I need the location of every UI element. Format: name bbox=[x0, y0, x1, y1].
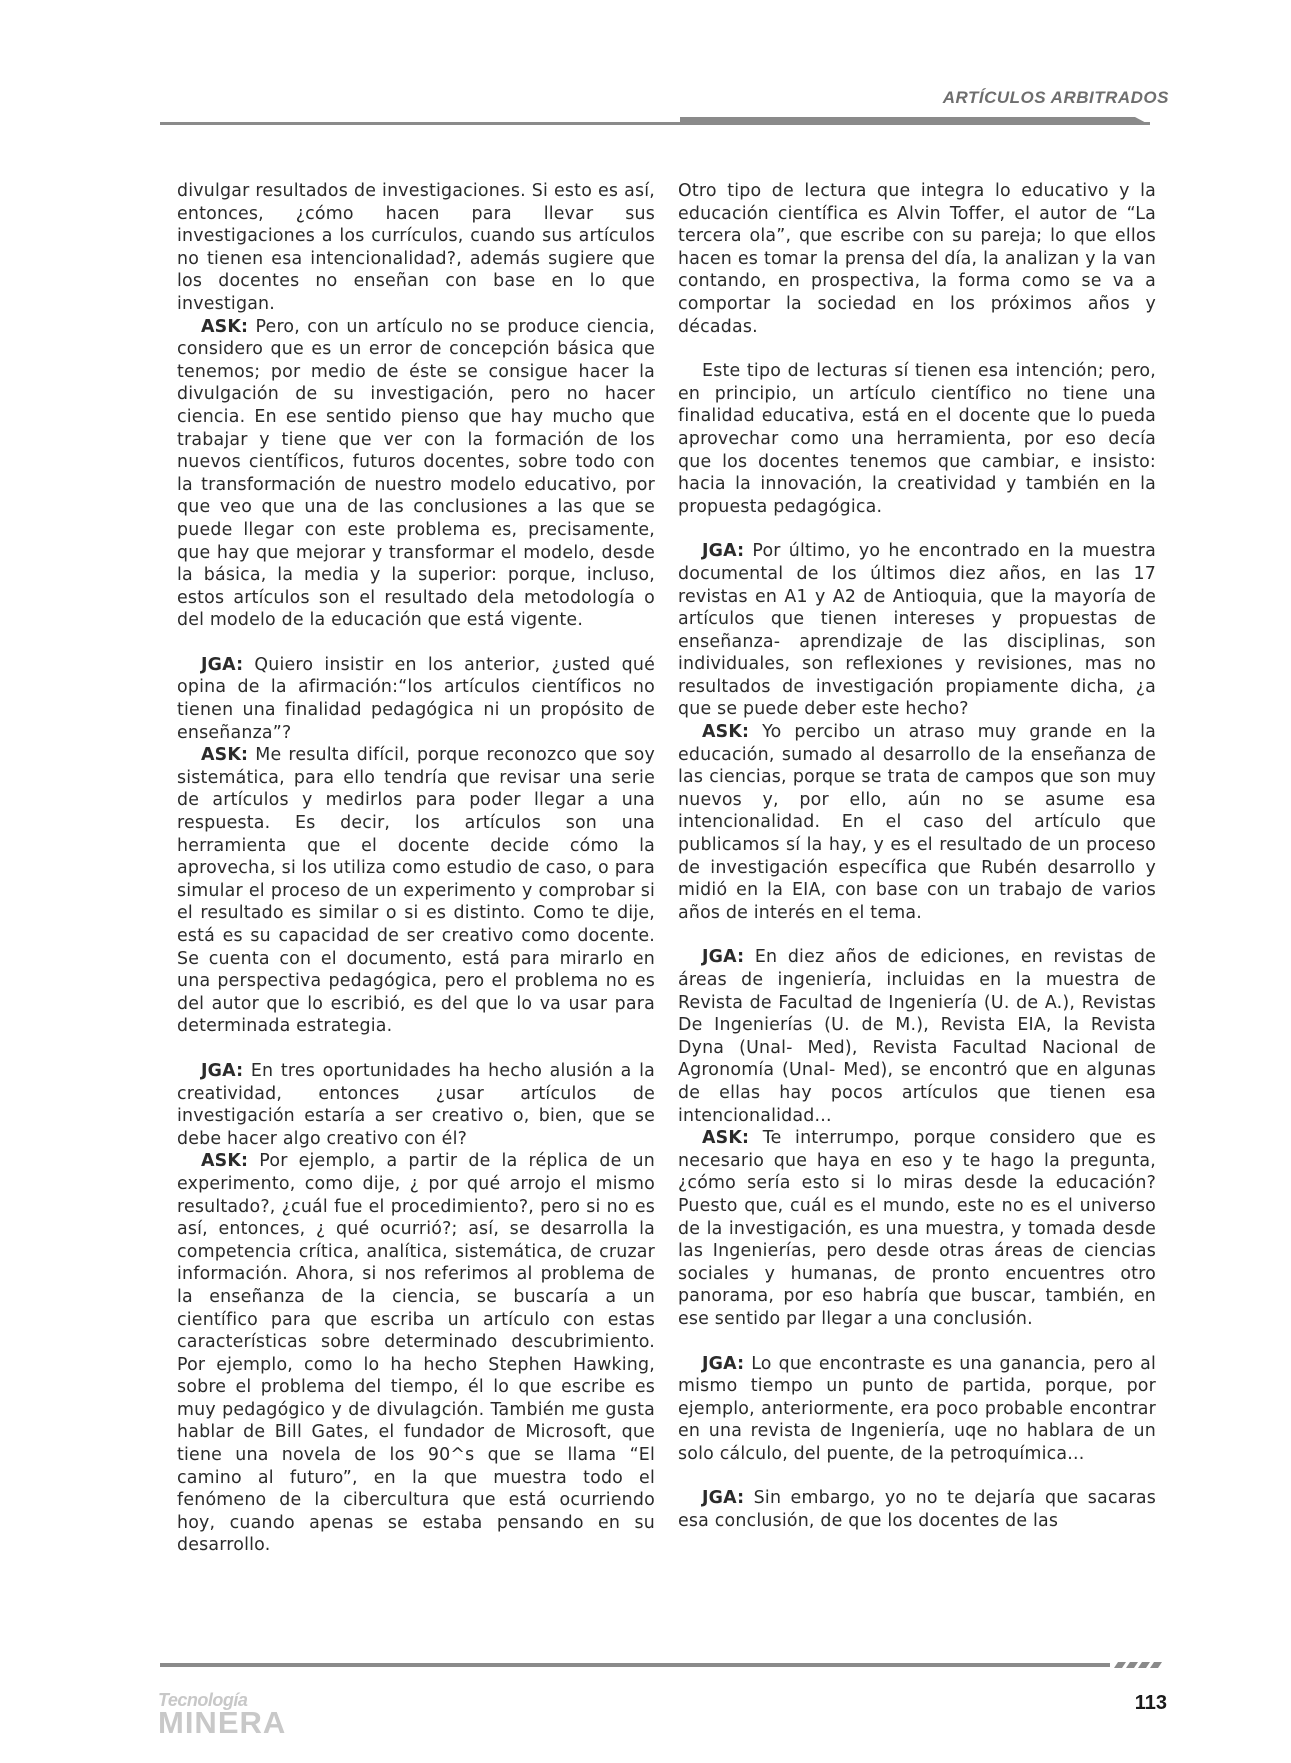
header-rule bbox=[160, 117, 1150, 127]
speaker-label: JGA: bbox=[702, 1353, 745, 1374]
speaker-label: JGA: bbox=[201, 1060, 244, 1081]
footer-rule bbox=[160, 1659, 1170, 1669]
speaker-label: JGA: bbox=[702, 1488, 745, 1509]
speaker-label: JGA: bbox=[201, 654, 244, 675]
paragraph-left-3: ASK: Me resulta difícil, porque reconozco que soy sistemática, para ello tendría que revisar una serie de artículos y medirlos para poder llegar a una respuesta. Es decir, los artículos son una herramienta que el docente decide cómo la aprovecha, si los utiliza como estudio de caso, o para simular el proceso de un experimento y comprobar si el resultado es similar o si es distinto. Como te dije, está es su capacidad de ser creativo como docente. Se cuenta con el documento, está para mirarlo en una perspectiva pedagógica, pero el problema no es del autor que lo escribió, es del que lo va usar para determinada estrategia. bbox=[177, 745, 655, 1037]
paragraph-right-2: JGA: Por último, yo he encontrado en la muestra documental de los últimos diez años, en las 17 revistas en A1 y A2 de Antioquia, que la mayoría de artículos que tienen intereses y propuestas de enseñanza- aprendizaje de las disciplinas, son individuales, son reflexiones y revisiones, mas no resultados de investigación propiamente dicha, ¿a que se puede deber este hecho? bbox=[678, 541, 1156, 720]
speaker-label: ASK: bbox=[201, 745, 249, 766]
speaker-label: ASK: bbox=[201, 1151, 249, 1172]
right-column bbox=[678, 180, 1156, 1533]
logo-line-1: Tecnología bbox=[158, 1690, 248, 1710]
speaker-label: ASK: bbox=[201, 316, 249, 337]
section-label: ARTÍCULOS ARBITRADOS bbox=[942, 88, 1169, 107]
paragraph-right-3: ASK: Yo percibo un atraso muy grande en la educación, sumado al desarrollo de la enseñanza de las ciencias, porque se trata de campos que son muy nuevos y, por ello, aún no se asume esa intencionalidad. En el caso del artículo que publicamos sí la hay, y es el resultado de un proceso de investigación específica que Rubén desarrollo y midió en la EIA, con base con un trabajo de varios años de interés en el tema. bbox=[678, 722, 1156, 923]
paragraph-right-7: JGA: Sin embargo, yo no te dejaría que sacaras esa conclusión, de que los docentes de las bbox=[678, 1488, 1156, 1532]
speaker-label: ASK: bbox=[702, 1128, 750, 1149]
speaker-label: ASK: bbox=[702, 722, 750, 743]
logo-line-2: MINERA bbox=[158, 1705, 287, 1740]
paragraph-right-1: Este tipo de lecturas sí tienen esa intención; pero, en principio, un artículo científico no tiene una finalidad educativa, está en el docente que lo pueda aprovechar como una herramienta, por eso decía que los docentes tenemos que cambiar, e insisto: hacia la innovación, la creatividad y también en la propuesta pedagógica. bbox=[678, 361, 1156, 517]
paragraph-left-5: ASK: Por ejemplo, a partir de la réplica de un experimento, como dije, ¿ por qué arrojo el mismo resultado?, ¿cuál fue el procedimiento?, pero si no es así, entonces, ¿ qué ocurrió?; así, se desarrolla la competencia crítica, analítica, sistemática, de cruzar información. Ahora, si nos referimos al problema de la enseñanza de la ciencia, se buscaría a un científico para que escriba un artículo con estas características sobre determinado descubrimiento. Por ejemplo, como lo ha hecho Stephen Hawking, sobre el problema del tiempo, él lo que escribe es muy pedagógico y de divulagción. También me gusta hablar de Bill Gates, el fundador de Microsoft, que tiene una novela de los 90^s que se llama “El camino al futuro”, en la que muestra todo el fenómeno de la cibercultura que está ocurriendo hoy, cuando apenas se estaba pensando en su desarrollo. bbox=[177, 1151, 655, 1556]
paragraph-left-4: JGA: En tres oportunidades ha hecho alusión a la creatividad, entonces ¿usar artículos de investigación estaría a ser creativo o, bien, que se debe hacer algo creativo con él? bbox=[177, 1060, 655, 1149]
paragraph-left-2: JGA: Quiero insistir en los anterior, ¿usted qué opina de la afirmación:“los artículos científicos no tienen una finalidad pedagógica ni un propósito de enseñanza”? bbox=[177, 654, 655, 743]
left-column bbox=[177, 180, 655, 1557]
page-number: 113 bbox=[1134, 1692, 1167, 1714]
speaker-label: JGA: bbox=[702, 947, 745, 968]
paragraph-right-6: JGA: Lo que encontraste es una ganancia, pero al mismo tiempo un punto de partida, porque, por ejemplo, anteriormente, era poco probable encontrar en una revista de Ingeniería, uqe no hablara de un solo cálculo, del puente, de la petroquímica... bbox=[678, 1353, 1156, 1464]
paragraph-right-4: JGA: En diez años de ediciones, en revistas de áreas de ingeniería, incluidas en la muestra de Revista de Facultad de Ingeniería (U. de A.), Revistas De Ingenierías (U. de M.), Revista EIA, la Revista Dyna (Unal- Med), Revista Facultad Nacional de Agronomía (Unal- Med), se encontró que en algunas de ellas hay pocos artículos que tienen esa intencionalidad... bbox=[678, 947, 1156, 1126]
paragraph-left-0: divulgar resultados de investigaciones. Si esto es así, entonces, ¿cómo hacen para llevar sus investigaciones a los currículos, cuando sus artículos no tienen esa intencionalidad?, además sugiere que los docentes no enseñan con base en lo que investigan. bbox=[177, 181, 655, 314]
speaker-label: JGA: bbox=[702, 541, 745, 562]
paragraph-right-0: Otro tipo de lectura que integra lo educativo y la educación científica es Alvin Toffer, el autor de “La tercera ola”, que escribe con su pareja; lo que ellos hacen es tomar la prensa del día, la analizan y la van contando, en prospectiva, la forma como se va a comportar la sociedad en los próximos años y décadas. bbox=[678, 181, 1156, 337]
paragraph-right-5: ASK: Te interrumpo, porque considero que es necesario que haya en eso y te hago la pregunta, ¿cómo sería esto si lo miras desde la educación? Puesto que, cuál es el mundo, este no es el universo de la investigación, es una muestra, y tomada desde las Ingenierías, pero desde otras áreas de ciencias sociales y humanas, de pronto encuentres otro panorama, por eso habría que buscar, también, en ese sentido par llegar a una conclusión. bbox=[678, 1128, 1156, 1329]
publication-logo bbox=[158, 1690, 328, 1742]
paragraph-left-1: ASK: Pero, con un artículo no se produce ciencia, considero que es un error de concepción básica que tenemos; por medio de éste se consigue hacer la divulgación de su investigación, pero no hacer ciencia. En ese sentido pienso que hay mucho que trabajar y tiene que ver con la formación de los nuevos científicos, futuros docentes, sobre todo con la transformación de nuestro modelo educativo, por que veo que una de las conclusiones a las que se puede llegar con este problema es, precisamente, que hay que mejorar y transformar el modelo, desde la básica, la media y la superior: porque, incluso, estos artículos son el resultado dela metodología o del modelo de la educación que está vigente. bbox=[177, 316, 655, 631]
